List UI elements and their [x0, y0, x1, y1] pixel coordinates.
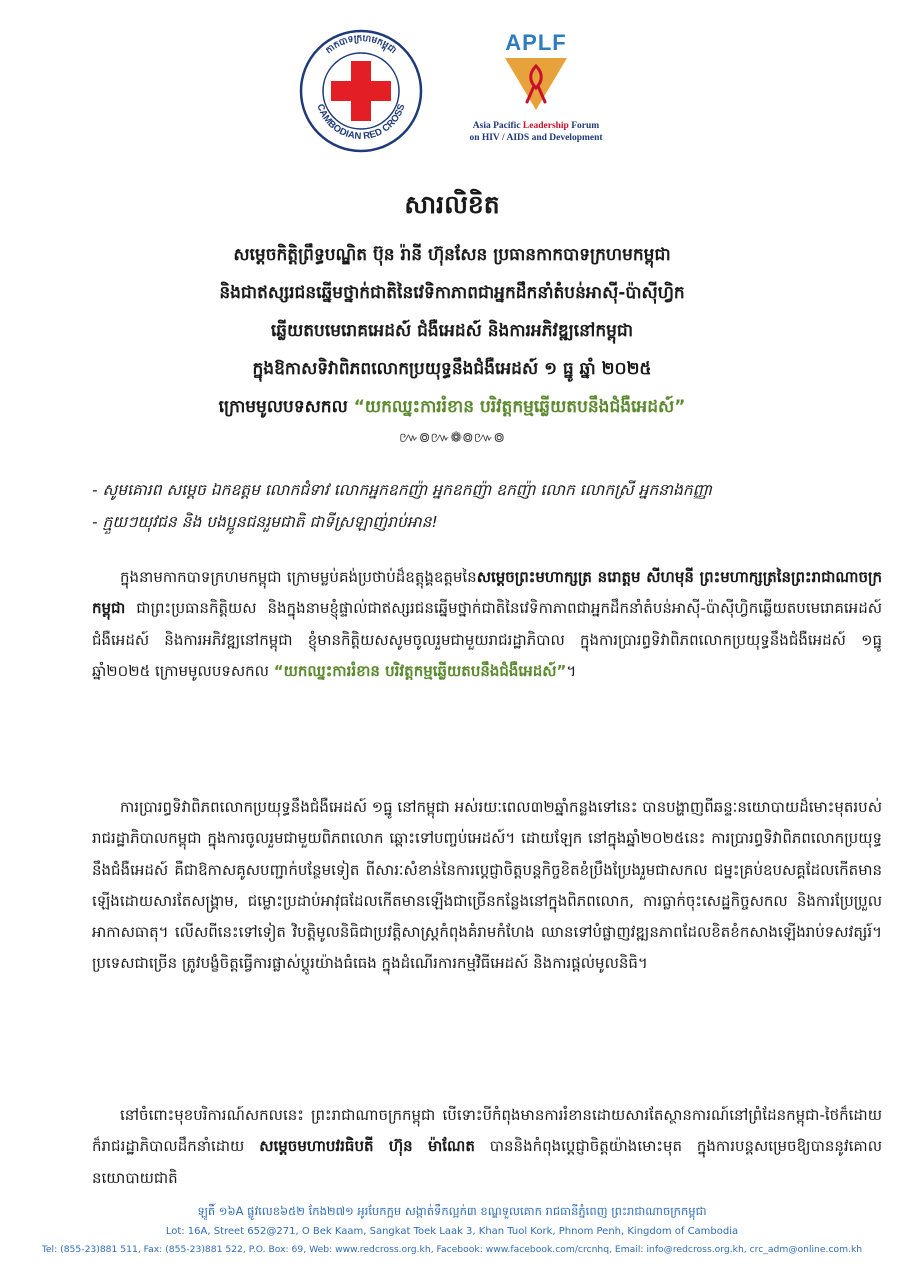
letter-title: សារលិខិត [404, 190, 500, 219]
heading-line-2: និងជាឥស្សរជនឆ្នើមថ្នាក់ជាតិនៃវេទិកាភាពជាអ្នកដឹកនាំតំបន់អាស៊ី-ប៉ាស៊ីហ្វិក [219, 283, 685, 303]
footer-contact: Tel: (855-23)881 511, Fax: (855-23)881 522, P.O. Box: 69, Web: www.redcross.org.kh, Facebook: www.facebook.com/crcnhq, Email: info@redcross.org.kh, crc_adm@online.com.kh [41, 1244, 863, 1255]
theme-inline: “យកឈ្នះការរំខាន បរិវត្តកម្មឆ្លើយតបនឹងជំងឺអេដស៍” [273, 661, 567, 680]
paragraph-1: ក្នុងនាមកាកបាទក្រហមកម្ពុជា ក្រោមម្លប់គង់ប្រថាប់ដ៏ឧត្តុង្គឧត្តមនៃសម្ដេចព្រះមហាក្សត្រ នរោត្តម សីហមុនី ព្រះមហាក្សត្រនៃព្រះរាជាណាចក្រកម្ពុជា ជាព្រះប្រធានកិត្តិយស និងក្នុងនាមខ្ញុំផ្ទាល់ជាឥស្សរជនឆ្នើមថ្នាក់ជាតិនៃវេទិកាភាពជាអ្នកដឹកនាំតំបន់អាស៊ី-ប៉ាស៊ីហ្វិកឆ្លើយតបមេរោគអេដស៍ ជំងឺអេដស៍ និងការអភិវឌ្ឍនៅកម្ពុជា ខ្ញុំមានកិត្តិយសសូមចូលរួមជាមួយរាជរដ្ឋាភិបាល ក្នុងការប្រារព្ធទិវាពិភពលោកប្រយុទ្ធនឹងជំងឺអេដស៍ ១ធ្នូ ឆ្នាំ២០២៥ ក្រោមមូលបទសកល “យកឈ្នះការរំខាន បរិវត្តកម្មឆ្លើយតបនឹងជំងឺអេដស៍”។ [92, 568, 882, 680]
paragraph-3: នៅចំពោះមុខបរិការណ៍សកលនេះ ព្រះរាជាណាចក្រកម្ពុជា បើទោះបីកំពុងមានការរំខានដោយសារតែស្ថានការណ៍នៅព្រំដែនកម្ពុជា-ថៃក៏ដោយ ក៏រាជរដ្ឋាភិបាលដឹកនាំដោយ សម្ដេចមហាបវរធិបតី ហ៊ុន ម៉ាណែត បាននិងកំពុងប្ដេជ្ញាចិត្តយ៉ាងមោះមុត ក្នុងការបន្តសម្រេចឱ្យបាននូវគោលនយោបាយជាតិ [92, 1106, 882, 1187]
footer-address-english: Lot: 16A, Street 652@271, O Bek Kaam, Sangkat Toek Laak 3, Khan Tuol Kork, Phnom Penh, Kingdom of Cambodia [165, 1226, 739, 1237]
ornament-divider: ៚៙៚❁៙៚៙ [398, 430, 506, 446]
heading-line-3: ឆ្លើយតបមេរោគអេដស៍ ជំងឺអេដស៍ និងការអភិវឌ្ឍនៅកម្ពុជា [270, 321, 634, 341]
heading-line-5 [0, 396, 904, 421]
heading-line-4: ក្នុងឱកាសទិវាពិភពលោកប្រយុទ្ធនឹងជំងឺអេដស៍ ១ ធ្នូ ឆ្នាំ ២០២៥ [252, 359, 652, 379]
paragraph-2: ការប្រារព្ធទិវាពិភពលោកប្រយុទ្ធនឹងជំងឺអេដស៍ ១ធ្នូ នៅកម្ពុជា អស់រយៈពេល៣២ឆ្នាំកន្លងទៅនេះ បានបង្ហាញពីឆន្ទៈនយោបាយដ៏មោះមុតរបស់រាជរដ្ឋាភិបាលកម្ពុជា ក្នុងការចូលរួមជាមួយពិភពលោក ឆ្ពោះទៅបញ្ចប់អេដស៍។ ដោយឡែក នៅក្នុងឆ្នាំ២០២៥នេះ ការប្រារព្ធទិវាពិភពលោកប្រយុទ្ធនឹងជំងឺអេដស៍ គឺជាឱកាសគូសបញ្ជាក់បន្ថែមទៀត ពីសារៈសំខាន់នៃការប្ដេជ្ញាចិត្តបន្តកិច្ចខិតខំប្រឹងប្រែងរួមជាសកល ជម្នះគ្រប់ឧបសគ្គដែលកើតមានឡើងដោយសារតែសង្គ្រាម, ជម្លោះប្រដាប់អាវុធដែលកើតមានឡើងជាច្រើនកន្លែងនៅក្នុងពិភពលោក, ការធ្លាក់ចុះសេដ្ឋកិច្ចសកល និងការប្រែប្រួលអាកាសធាតុ។ លើសពីនេះទៅទៀត វិបត្តិមូលនិធិជាប្រវត្តិសាស្ត្រកំពុងគំរាមកំហែង ឈានទៅបំផ្លាញវឌ្ឍនភាពដែលខិតខំកសាងឡើងរាប់ទសវត្សរ៍។ ប្រទេសជាច្រើន ត្រូវបង្ខំចិត្តធ្វើការផ្លាស់ប្ដូរយ៉ាងធំធេង ក្នុងដំណើរការកម្មវិធីអេដស៍ និងការផ្ដល់មូលនិធិ។ [92, 798, 882, 973]
salutation-line-1: - សូមគោរព សម្ដេច ឯកឧត្តម លោកជំទាវ លោកអ្នកឧកញ៉ា អ្នកឧកញ៉ា ឧកញ៉ា លោក លោកស្រី អ្នកនាងកញ្ញា [92, 481, 712, 499]
salutation-line-2: - ក្មួយៗយុវជន និង បងប្អូនជនរួមជាតិ ជាទីស្រឡាញ់រាប់អាន! [92, 513, 438, 531]
aplf-ribbon-icon [501, 56, 571, 112]
crc-logo-text: CAMBODIAN RED CROSS [314, 102, 408, 143]
theme-text: “យកឈ្នះការរំខាន បរិវត្តកម្មឆ្លើយតបនឹងជំងឺអេដស៍” [353, 397, 686, 417]
aplf-caption: Asia Pacific Leadership Forum on HIV / AIDS and Development [469, 121, 603, 143]
heading-line-1: សម្តេចកិត្តិព្រឹទ្ធបណ្ឌិត ប៊ុន រ៉ានី ហ៊ុនសែន ប្រធានកាកបាទក្រហមកម្ពុជា [233, 245, 671, 265]
aplf-logo [456, 28, 616, 158]
footer-address-khmer: ឡូតិ៍ ១៦A ផ្លូវលេខ៦៥២ កែង២៧១ អូរបែកក្អម សង្កាត់ទឹកល្អក់៣ ខណ្ឌទួលគោក រាជធានីភ្នំពេញ ព្រះរាជាណាចក្រកម្ពុជា [197, 1204, 707, 1218]
aplf-title: APLF [505, 30, 567, 55]
crc-logo-khmer-text: កាកបាទក្រហមកម្ពុជា [324, 33, 398, 57]
king-name: សម្ដេចព្រះមហាក្សត្រ នរោត្តម សីហមុនី ព្រះមហាក្សត្រនៃព្រះរាជាណាចក្រកម្ពុជា [92, 568, 882, 618]
theme-prefix: ក្រោមមូលបទសកល [218, 397, 354, 417]
cambodian-red-cross-logo [298, 28, 424, 154]
prime-minister-name: សម្ដេចមហាបវរធិបតី ហ៊ុន ម៉ាណែត [259, 1137, 475, 1156]
